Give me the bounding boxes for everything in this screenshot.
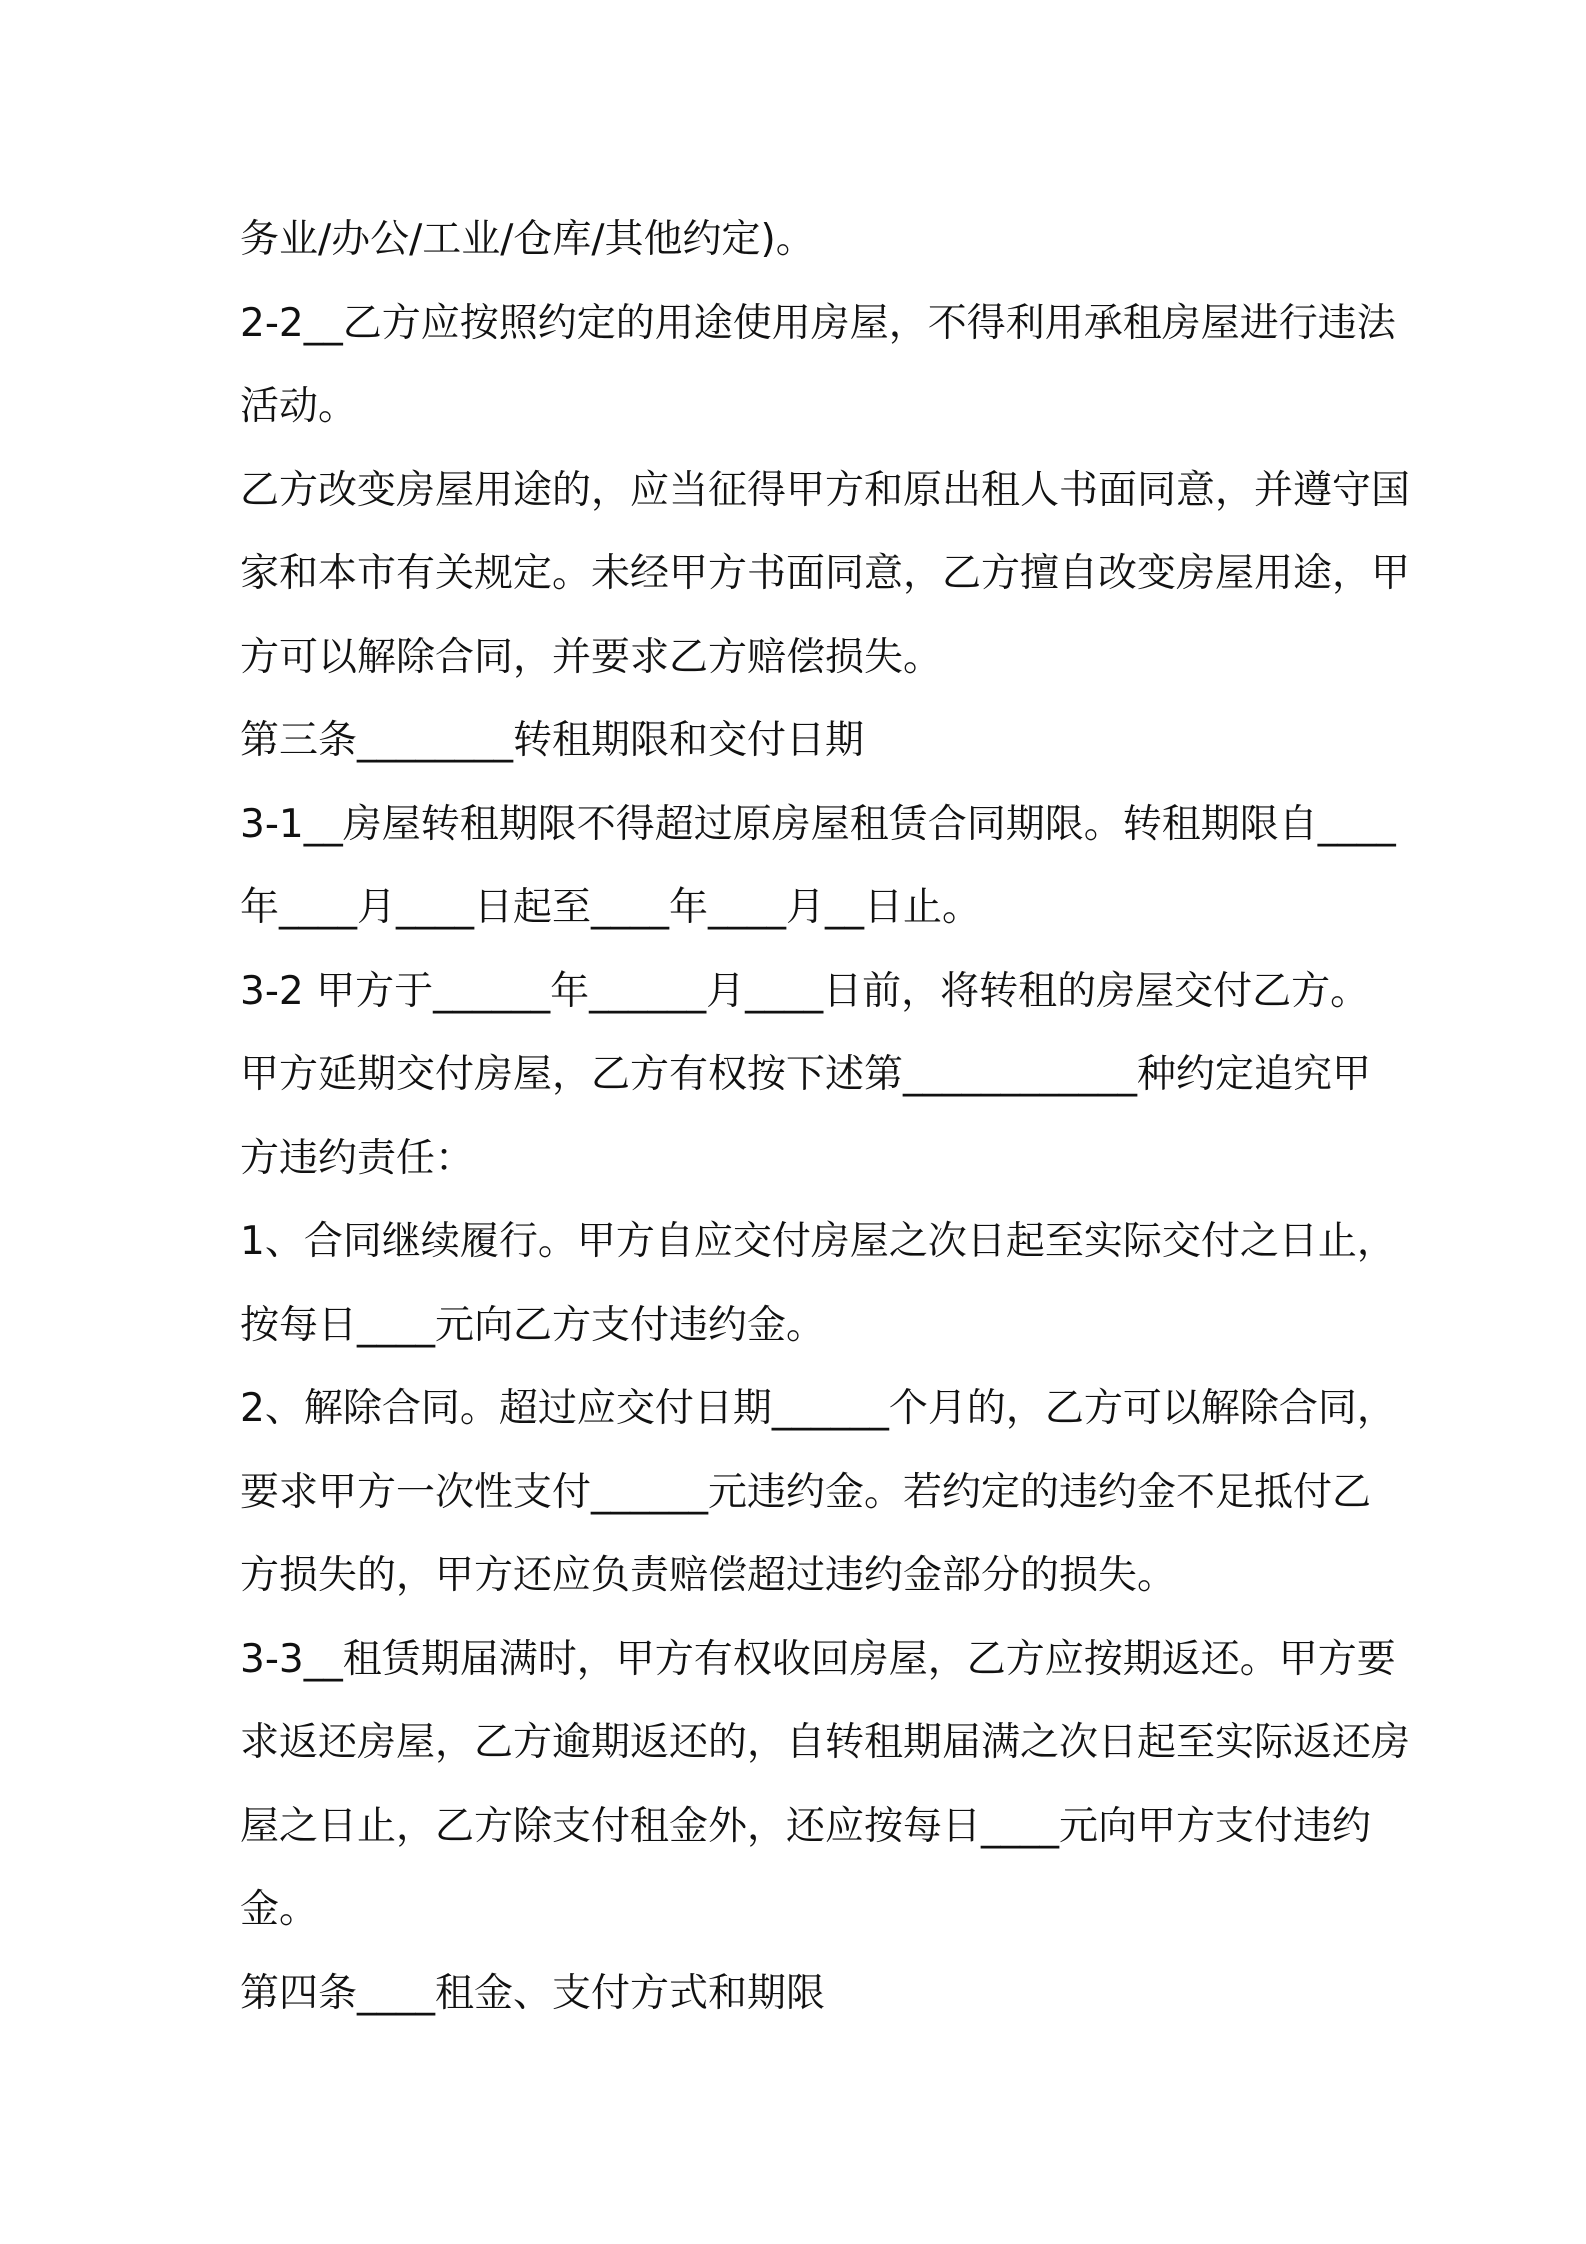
document-body bbox=[240, 198, 1411, 2035]
text-line: 2、解除合同。超过应交付日期______个月的，乙方可以解除合同， bbox=[240, 1386, 1396, 1431]
text-line: 金。 bbox=[240, 1887, 319, 1932]
text-line: 方可以解除合同，并要求乙方赔偿损失。 bbox=[240, 634, 943, 680]
section-heading: 第三条________转租期限和交付日期 bbox=[240, 718, 865, 763]
text-line: 3-1__房屋转租期限不得超过原房屋租赁合同期限。转租期限自____ bbox=[240, 801, 1396, 847]
text-line: 2-2__乙方应按照约定的用途使用房屋，不得利用承租房屋进行违法 bbox=[240, 300, 1396, 346]
text-line: 方违约责任： bbox=[240, 1135, 475, 1181]
text-line: 家和本市有关规定。未经甲方书面同意，乙方擅自改变房屋用途，甲 bbox=[240, 551, 1411, 596]
text-line: 1、合同继续履行。甲方自应交付房屋之次日起至实际交付之日止， bbox=[240, 1219, 1396, 1264]
text-line: 年____月____日起至____年____月__日止。 bbox=[240, 885, 982, 930]
text-line: 甲方延期交付房屋，乙方有权按下述第____________种约定追究甲 bbox=[240, 1052, 1372, 1097]
text-line: 按每日____元向乙方支付违约金。 bbox=[240, 1302, 826, 1348]
text-line: 务业/办公/工业/仓库/其他约定)。 bbox=[240, 217, 815, 262]
text-line: 要求甲方一次性支付______元违约金。若约定的违约金不足抵付乙 bbox=[240, 1469, 1372, 1515]
text-line: 3-3__租赁期届满时，甲方有权收回房屋，乙方应按期返还。甲方要 bbox=[240, 1636, 1396, 1682]
text-line: 乙方改变房屋用途的，应当征得甲方和原出租人书面同意，并遵守国 bbox=[240, 467, 1411, 513]
text-line: 3-2 甲方于______年______月____日前，将转租的房屋交付乙方。 bbox=[240, 968, 1370, 1014]
text-line: 求返还房屋，乙方逾期返还的，自转租期届满之次日起至实际返还房 bbox=[240, 1720, 1411, 1765]
text-line: 屋之日止，乙方除支付租金外，还应按每日____元向甲方支付违约 bbox=[240, 1803, 1372, 1849]
text-line: 方损失的，甲方还应负责赔偿超过违约金部分的损失。 bbox=[240, 1553, 1177, 1598]
text-line: 活动。 bbox=[240, 384, 358, 429]
section-heading: 第四条____租金、支付方式和期限 bbox=[240, 1970, 826, 2016]
